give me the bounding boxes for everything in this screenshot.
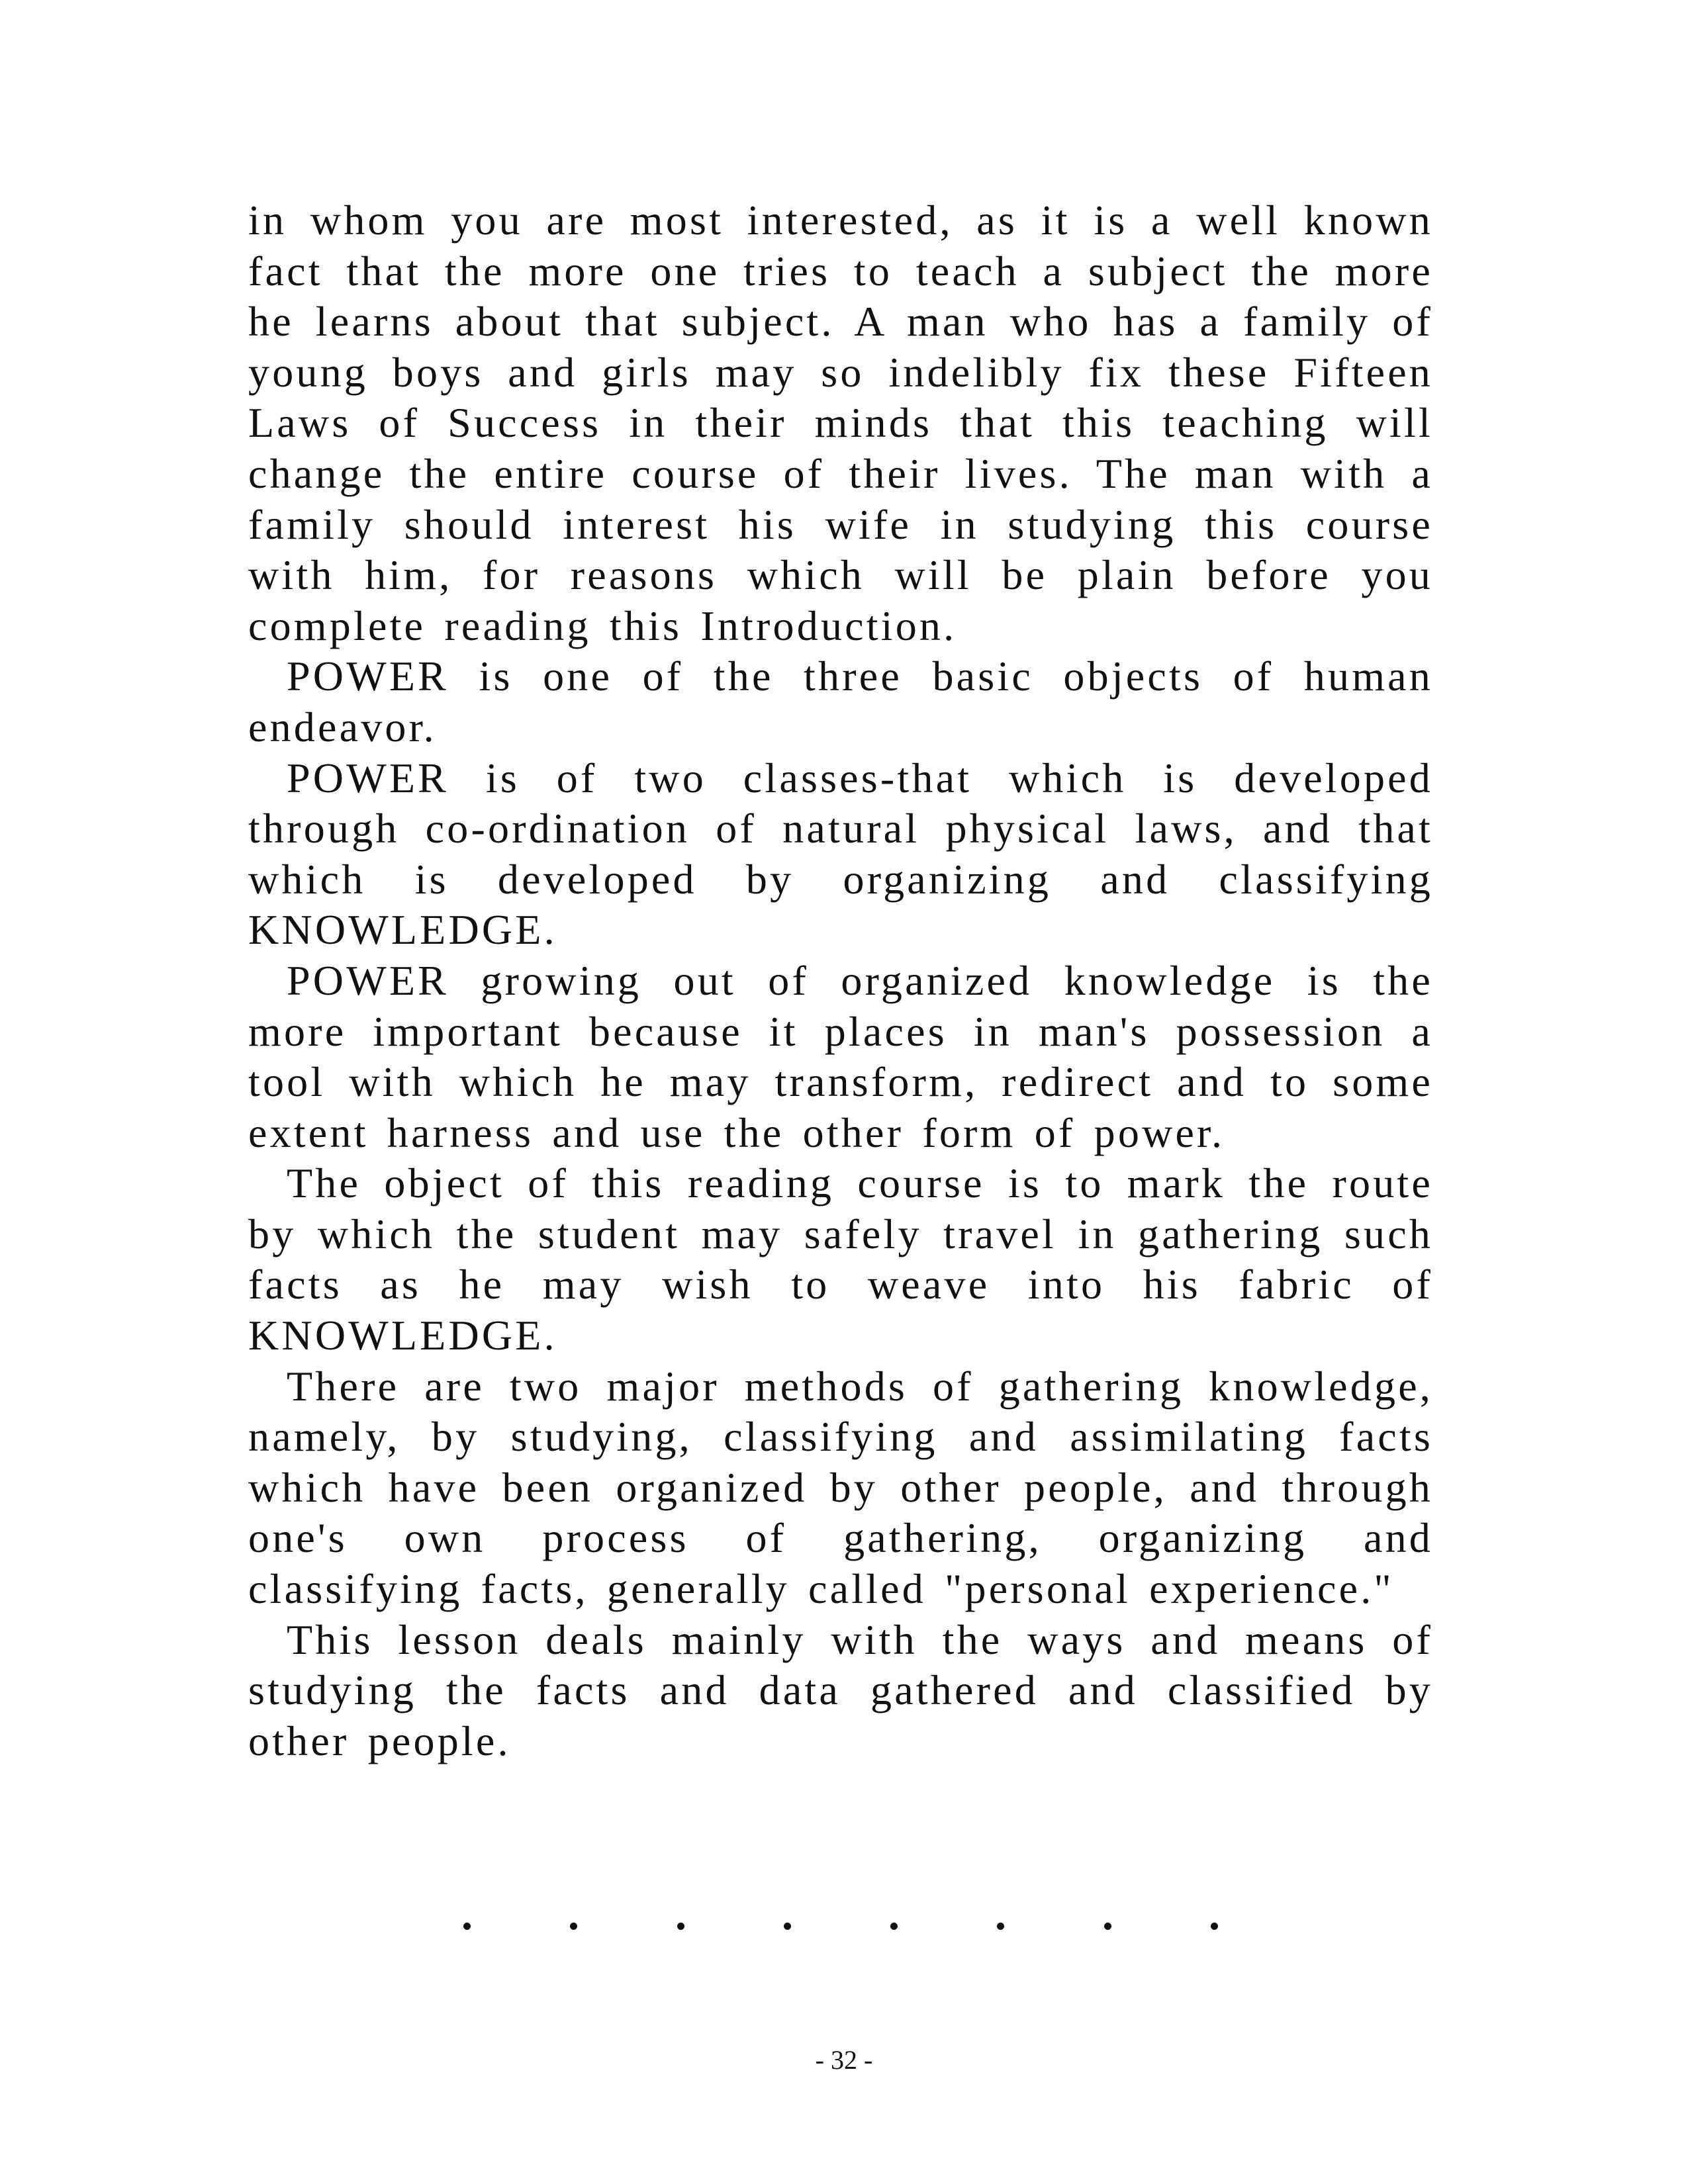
- separator-dot: [890, 1923, 898, 1930]
- paragraph-continuation: in whom you are most interested, as it is a well known fact that the more one tries to teach a subject the more he learns about that subject. A man who has a family of young boys and girls may so indelibly fix these Fifteen Laws of Success in their minds that this teaching will change the entire course of their lives. The man with a family should interest his wife in studying this course with him, for reasons which will be plain before you complete reading this Introduction.: [248, 197, 1433, 649]
- separator-dot: [1211, 1923, 1218, 1930]
- paragraph-power-basic-objects: POWER is one of the three basic objects of human endeavor.: [248, 653, 1433, 751]
- paragraph-lesson-scope: This lesson deals mainly with the ways and means of studying the facts and data gathered and classified by other people.: [248, 1615, 1433, 1764]
- page-number: - 32 -: [815, 2045, 873, 2075]
- section-separator: [463, 1913, 1218, 1939]
- body-text: [248, 195, 1433, 1766]
- separator-dot: [463, 1923, 471, 1930]
- paragraph-gathering-methods: There are two major methods of gathering knowledge, namely, by studying, classifying and assimilating facts which have been organized by other people, and through one's own process of gathering, organizing and classifying facts, generally called "personal experience.": [248, 1362, 1433, 1613]
- paragraph-course-object: The object of this reading course is to mark the route by which the student may safely travel in gathering such facts as he may wish to weave into his fabric of KNOWLEDGE.: [248, 1160, 1433, 1359]
- separator-dot: [784, 1923, 791, 1930]
- separator-dot: [570, 1923, 577, 1930]
- separator-dot: [677, 1923, 684, 1930]
- separator-dot: [1104, 1923, 1111, 1930]
- separator-dot: [997, 1923, 1004, 1930]
- paragraph-power-two-classes: POWER is of two classes-that which is developed through co-ordination of natural physical laws, and that which is developed by organizing and classifying KNOWLEDGE.: [248, 754, 1433, 954]
- paragraph-power-organized-knowledge: POWER growing out of organized knowledge is the more important because it places in man's possession a tool with which he may transform, redirect and to some extent harness and use the other form of power.: [248, 956, 1433, 1156]
